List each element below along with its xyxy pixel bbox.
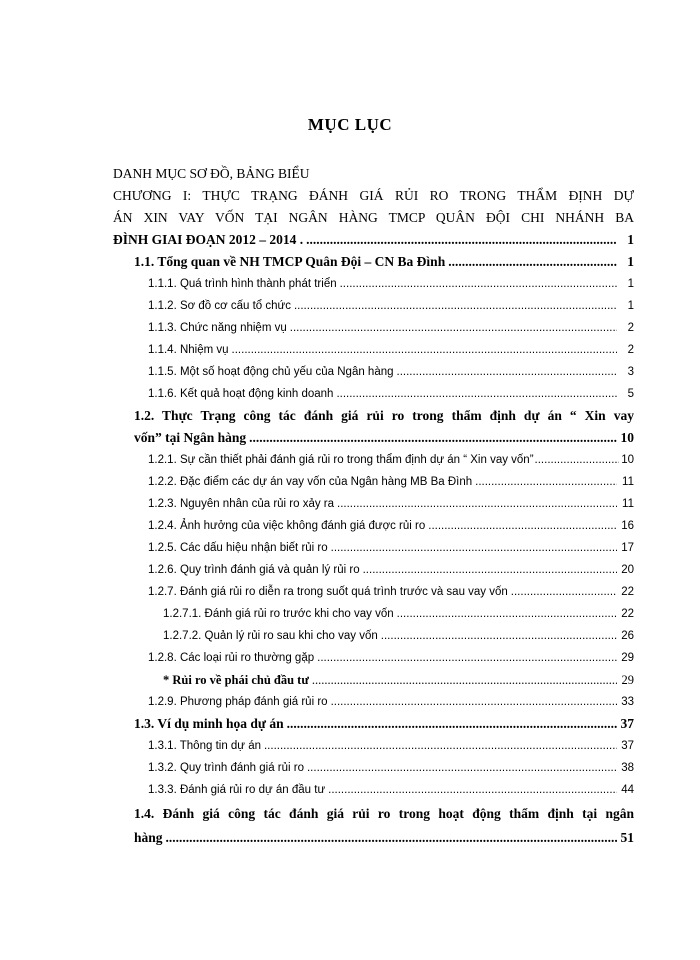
toc-leader-dots bbox=[381, 625, 617, 647]
toc-entry-1-1-4[interactable] bbox=[148, 339, 634, 361]
toc-leader-dots bbox=[340, 273, 617, 295]
toc-entry-label: 1.3.2. Quy trình đánh giá rủi ro bbox=[148, 762, 304, 774]
toc-entry-label: vốn” tại Ngân hàng bbox=[134, 430, 247, 445]
toc-entry-page: 22 bbox=[621, 586, 634, 598]
toc-leader-dots bbox=[294, 295, 617, 317]
toc-entry-label: 1.1.4. Nhiệm vụ bbox=[148, 344, 229, 356]
toc-entry-page: 10 bbox=[621, 454, 634, 466]
toc-entry-page: 2 bbox=[627, 322, 634, 334]
toc-entry-page: 38 bbox=[621, 762, 634, 774]
toc-entry-page: 22 bbox=[621, 608, 634, 620]
toc-leader-dots bbox=[328, 779, 617, 801]
toc-entry-label: 1.2.8. Các loại rủi ro thường gặp bbox=[148, 652, 315, 664]
toc-leader-dots bbox=[287, 713, 617, 735]
toc-entry-label: 1.1.6. Kết quả hoạt động kinh doanh bbox=[148, 388, 334, 400]
toc-entry-1-2-line-1: 1.2. Thực Trạng công tác đánh giá rủi ro trong thẩm định dự án “ Xin vay bbox=[134, 408, 634, 423]
toc-entry-1-2-4[interactable] bbox=[148, 515, 634, 537]
toc-entry-label: 1.1.2. Sơ đồ cơ cấu tổ chức bbox=[148, 300, 291, 312]
toc-entry-1-1-5[interactable] bbox=[148, 361, 634, 383]
toc-entry-page: 1 bbox=[627, 254, 634, 269]
toc-entry-page: 44 bbox=[621, 784, 634, 796]
toc-entry-1-3-1[interactable] bbox=[148, 735, 634, 757]
toc-leader-dots bbox=[337, 493, 617, 515]
toc-entry-label: 1.2.2. Đặc điểm các dự án vay vốn của Ngân hàng MB Ba Đình bbox=[148, 476, 473, 488]
toc-entry-page: 16 bbox=[621, 520, 634, 532]
toc-entry-1-2-1[interactable] bbox=[148, 449, 634, 471]
toc-entry-page: 37 bbox=[621, 740, 634, 752]
toc-leader-dots bbox=[363, 559, 617, 581]
toc-leader-dots bbox=[290, 317, 617, 339]
toc-entry-1-2-5[interactable] bbox=[148, 537, 634, 559]
toc-entry-page: 26 bbox=[621, 630, 634, 642]
toc-entry-label: 1.1.1. Quá trình hình thành phát triển bbox=[148, 278, 337, 290]
toc-entry-1-1-3[interactable] bbox=[148, 317, 634, 339]
toc-entry-1-2[interactable] bbox=[134, 427, 634, 449]
toc-leader-dots bbox=[331, 691, 617, 713]
toc-entry-label: 1.3.1. Thông tin dự án bbox=[148, 740, 261, 752]
toc-entry-1-3-3[interactable] bbox=[148, 779, 634, 801]
toc-entry-1-1-6[interactable] bbox=[148, 383, 634, 405]
toc-entry-1-4[interactable] bbox=[134, 827, 634, 849]
toc-entry-1-2-6[interactable] bbox=[148, 559, 634, 581]
toc-leader-dots bbox=[232, 339, 617, 361]
toc-entry-1-2-7-2[interactable] bbox=[163, 625, 634, 647]
toc-entry-page: 33 bbox=[621, 696, 634, 708]
toc-leader-dots bbox=[307, 757, 617, 779]
toc-leader-dots bbox=[331, 537, 617, 559]
toc-entry-1-4-line-1: 1.4. Đánh giá công tác đánh giá rủi ro trong hoạt động thẩm định tại ngân bbox=[134, 806, 634, 821]
toc-entry-1-2-7-1[interactable] bbox=[163, 603, 634, 625]
toc-entry-1-1[interactable] bbox=[134, 251, 634, 273]
toc-entry-label: 1.3. Ví dụ minh họa dự án bbox=[134, 716, 284, 731]
toc-entry-page: 17 bbox=[621, 542, 634, 554]
toc-entry-label: 1.2.3. Nguyên nhân của rủi ro xảy ra bbox=[148, 498, 335, 510]
toc-leader-dots bbox=[397, 361, 617, 383]
toc-entry-label: 1.2.4. Ảnh hưởng của việc không đánh giá được rủi ro bbox=[148, 520, 426, 532]
toc-entry-label: 1.2.7.1. Đánh giá rủi ro trước khi cho vay vốn bbox=[163, 608, 394, 620]
toc-entry-page: 37 bbox=[620, 716, 634, 731]
toc-leader-dots bbox=[312, 669, 617, 691]
toc-leader-dots bbox=[264, 735, 617, 757]
toc-leader-dots bbox=[397, 603, 617, 625]
toc-entry-page: 11 bbox=[622, 498, 634, 510]
toc-entry-label: 1.1.5. Một số hoạt động chủ yếu của Ngân hàng bbox=[148, 366, 394, 378]
toc-entry-label: 1.1. Tổng quan về NH TMCP Quân Đội – CN Ba Đình bbox=[134, 254, 446, 269]
toc-entry-page: 20 bbox=[621, 564, 634, 576]
toc-entry-page: 5 bbox=[627, 388, 634, 400]
toc-entry-1-2-7[interactable] bbox=[148, 581, 634, 603]
toc-leader-dots bbox=[336, 383, 617, 405]
toc-entry-1-3[interactable] bbox=[134, 713, 634, 735]
toc-entry-page: 1 bbox=[627, 278, 634, 290]
toc-leader-dots bbox=[249, 427, 617, 449]
toc-entry-1-2-8-investor-risk[interactable] bbox=[163, 669, 634, 691]
list-of-figures-heading: DANH MỤC SƠ ĐỒ, BẢNG BIỂU bbox=[113, 166, 310, 181]
toc-leader-dots bbox=[535, 449, 619, 471]
toc-entry-label: 1.2.6. Quy trình đánh giá và quản lý rủi ro bbox=[148, 564, 360, 576]
toc-leader-dots bbox=[475, 471, 617, 493]
toc-entry-page: 29 bbox=[621, 652, 634, 664]
toc-entry-page: 29 bbox=[621, 673, 634, 687]
toc-entry-page: 10 bbox=[620, 430, 634, 445]
toc-entry-1-2-2[interactable] bbox=[148, 471, 634, 493]
toc-entry-label: * Rủi ro về phái chủ đầu tư bbox=[163, 673, 309, 687]
toc-leader-dots bbox=[317, 647, 617, 669]
toc-leader-dots bbox=[428, 515, 617, 537]
toc-entry-page: 11 bbox=[622, 476, 634, 488]
toc-entry-page: 1 bbox=[627, 232, 634, 247]
toc-entry-1-3-2[interactable] bbox=[148, 757, 634, 779]
toc-entry-page: 51 bbox=[620, 830, 634, 845]
toc-entry-label: 1.2.5. Các dấu hiệu nhận biết rủi ro bbox=[148, 542, 328, 554]
chapter-heading-line-1: CHƯƠNG I: THỰC TRẠNG ĐÁNH GIÁ RỦI RO TRONG THẨM ĐỊNH DỰ bbox=[113, 188, 634, 203]
toc-entry-label: 1.2.7. Đánh giá rủi ro diễn ra trong suốt quá trình trước và sau vay vốn bbox=[148, 586, 508, 598]
toc-entry-label: ĐÌNH GIAI ĐOẠN 2012 – 2014 . bbox=[113, 232, 304, 247]
chapter-heading-line-2: ÁN XIN VAY VỐN TẠI NGÂN HÀNG TMCP QUÂN ĐỘI CHI NHÁNH BA bbox=[113, 210, 634, 225]
toc-entry-1-2-9[interactable] bbox=[148, 691, 634, 713]
toc-leader-dots bbox=[448, 251, 617, 273]
page-title: MỤC LỤC bbox=[307, 115, 393, 134]
toc-entry-label: 1.2.1. Sự cần thiết phải đánh giá rủi ro trong thẩm định dự án “ Xin vay vốn” bbox=[148, 454, 534, 466]
toc-entry-label: hàng bbox=[134, 830, 163, 845]
toc-entry-page: 3 bbox=[627, 366, 634, 378]
toc-entry-label: 1.2.7.2. Quản lý rủi ro sau khi cho vay vốn bbox=[163, 630, 378, 642]
toc-entry-label: 1.3.3. Đánh giá rủi ro dự án đầu tư bbox=[148, 784, 326, 796]
toc-entry-1-2-3[interactable] bbox=[148, 493, 634, 515]
toc-entry-1-1-1[interactable] bbox=[148, 273, 634, 295]
toc-entry-1-1-2[interactable] bbox=[148, 295, 634, 317]
toc-entry-label: 1.1.3. Chức năng nhiệm vụ bbox=[148, 322, 287, 334]
toc-entry-page: 1 bbox=[627, 300, 634, 312]
toc-entry-chapter-1[interactable] bbox=[113, 229, 634, 251]
toc-leader-dots bbox=[166, 827, 617, 849]
toc-leader-dots bbox=[511, 581, 617, 603]
toc-leader-dots bbox=[306, 229, 617, 251]
toc-entry-page: 2 bbox=[627, 344, 634, 356]
toc-entry-1-2-8[interactable] bbox=[148, 647, 634, 669]
toc-entry-label: 1.2.9. Phương pháp đánh giá rủi ro bbox=[148, 696, 328, 708]
